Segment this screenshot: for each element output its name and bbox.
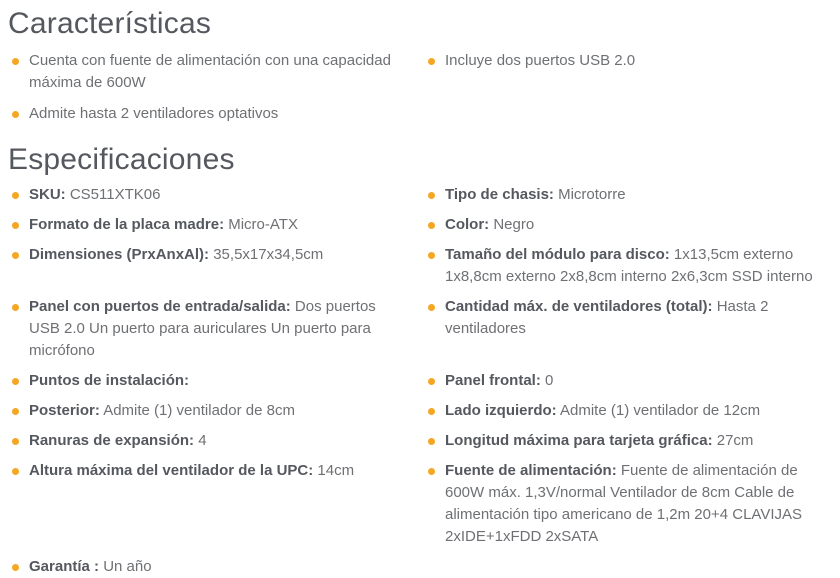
bullet-icon [12,408,19,415]
bullet-icon [428,438,435,445]
spec-cell [8,370,410,392]
spec-item [8,214,410,236]
spec-item-text: Ranuras de expansión: 4 [29,432,207,449]
spec-item [8,430,410,452]
spec-cell [8,296,410,362]
spec-item-text: Garantía : Un año [29,558,152,575]
spec-label: SKU: [29,186,66,203]
spec-label: Puntos de instalación: [29,372,190,389]
spec-item [424,244,826,288]
spec-item [8,556,410,578]
bullet-icon [428,58,435,65]
spec-label: Longitud máxima para tarjeta gráfica: [445,432,713,449]
spec-item-text: SKU: CS511XTK06 [29,186,161,203]
bullet-icon [12,58,19,65]
bullet-icon [428,192,435,199]
spec-item-text: Formato de la placa madre: Micro-ATX [29,216,298,233]
spec-item [424,430,826,452]
spec-grid [8,184,826,578]
bullet-icon [12,468,19,475]
features-column [8,50,410,134]
spec-item [424,460,826,548]
spec-item [8,184,410,206]
spec-item-text: Color: Negro [445,216,535,233]
spec-item-text: Fuente de alimentación: Fuente de alimentación de 600W máx. 1,3V/normal Ventilador de 8cm Cable de alimentación tipo americano de 1,2m 20+4 CLAVIJAS 2xIDE+1xFDD 2xSATA [445,462,803,545]
spec-item [424,400,826,422]
spec-item [8,296,410,362]
spec-item [8,370,410,392]
spec-cell [8,214,410,236]
spec-item [424,214,826,236]
feature-item-text: Admite hasta 2 ventiladores optativos [29,105,279,122]
spec-cell [424,400,826,422]
spec-item-text: Lado izquierdo: Admite (1) ventilador de 12cm [445,402,761,419]
spec-item [8,460,410,482]
spec-label: Formato de la placa madre: [29,216,225,233]
spec-cell [8,184,410,206]
bullet-icon [12,564,19,571]
features-grid [8,50,826,134]
spec-label: Garantía : [29,558,100,575]
spec-cell [424,184,826,206]
caracteristicas-title: Características [8,7,212,40]
spec-cell [424,430,826,452]
spec-item-text: Cantidad máx. de ventiladores (total): Hasta 2 ventiladores [445,298,769,337]
spec-cell [424,214,826,236]
bullet-icon [428,304,435,311]
spec-item-text: Longitud máxima para tarjeta gráfica: 27cm [445,432,754,449]
bullet-icon [428,222,435,229]
spec-cell [8,556,410,578]
spec-label: Dimensiones (PrxAnxAl): [29,246,210,263]
bullet-icon [12,222,19,229]
spec-label: Lado izquierdo: [445,402,557,419]
spec-cell [8,430,410,452]
spec-label: Ranuras de expansión: [29,432,195,449]
spec-item-text: Panel frontal: 0 [445,372,554,389]
spec-cell [424,296,826,362]
feature-item [8,50,410,94]
spec-cell [424,556,826,578]
bullet-icon [12,378,19,385]
feature-item [8,103,410,125]
spec-cell [8,400,410,422]
section-especificaciones [8,142,826,578]
spec-label: Cantidad máx. de ventiladores (total): [445,298,713,315]
spec-item-text: Altura máxima del ventilador de la UPC: 14cm [29,462,355,479]
spec-cell [8,244,410,288]
spec-item-text: Posterior: Admite (1) ventilador de 8cm [29,402,295,419]
bullet-icon [12,438,19,445]
spec-cell [424,460,826,548]
feature-item-text: Cuenta con fuente de alimentación con una capacidad máxima de 600W [29,52,391,91]
spec-label: Posterior: [29,402,100,419]
spec-label: Tipo de chasis: [445,186,554,203]
spec-label: Tamaño del módulo para disco: [445,246,670,263]
section-caracteristicas [8,6,826,134]
spec-item-text: Tipo de chasis: Microtorre [445,186,626,203]
spec-item [424,184,826,206]
spec-label: Color: [445,216,490,233]
spec-item-text: Panel con puertos de entrada/salida: Dos puertos USB 2.0 Un puerto para auriculares Un puerto para micrófono [29,298,376,359]
especificaciones-title: Especificaciones [8,143,235,176]
spec-label: Altura máxima del ventilador de la UPC: [29,462,314,479]
spec-item-text: Dimensiones (PrxAnxAl): 35,5x17x34,5cm [29,246,324,263]
bullet-icon [12,304,19,311]
spec-item [424,370,826,392]
spec-item [8,244,410,266]
feature-item-text: Incluye dos puertos USB 2.0 [445,52,636,69]
spec-label: Fuente de alimentación: [445,462,617,479]
feature-item [424,50,826,72]
bullet-icon [12,192,19,199]
spec-label: Panel con puertos de entrada/salida: [29,298,291,315]
bullet-icon [428,468,435,475]
spec-cell [8,460,410,548]
spec-cell [424,244,826,288]
spec-label: Panel frontal: [445,372,541,389]
spec-item [8,400,410,422]
bullet-icon [428,378,435,385]
spec-item-text: Tamaño del módulo para disco: 1x13,5cm externo 1x8,8cm externo 2x8,8cm interno 2x6,3cm SSD interno [445,246,813,285]
spec-cell [424,370,826,392]
bullet-icon [12,252,19,259]
spec-item [424,296,826,340]
bullet-icon [428,252,435,259]
bullet-icon [428,408,435,415]
spec-item-text [29,370,189,392]
features-column [424,50,826,134]
bullet-icon [12,111,19,118]
